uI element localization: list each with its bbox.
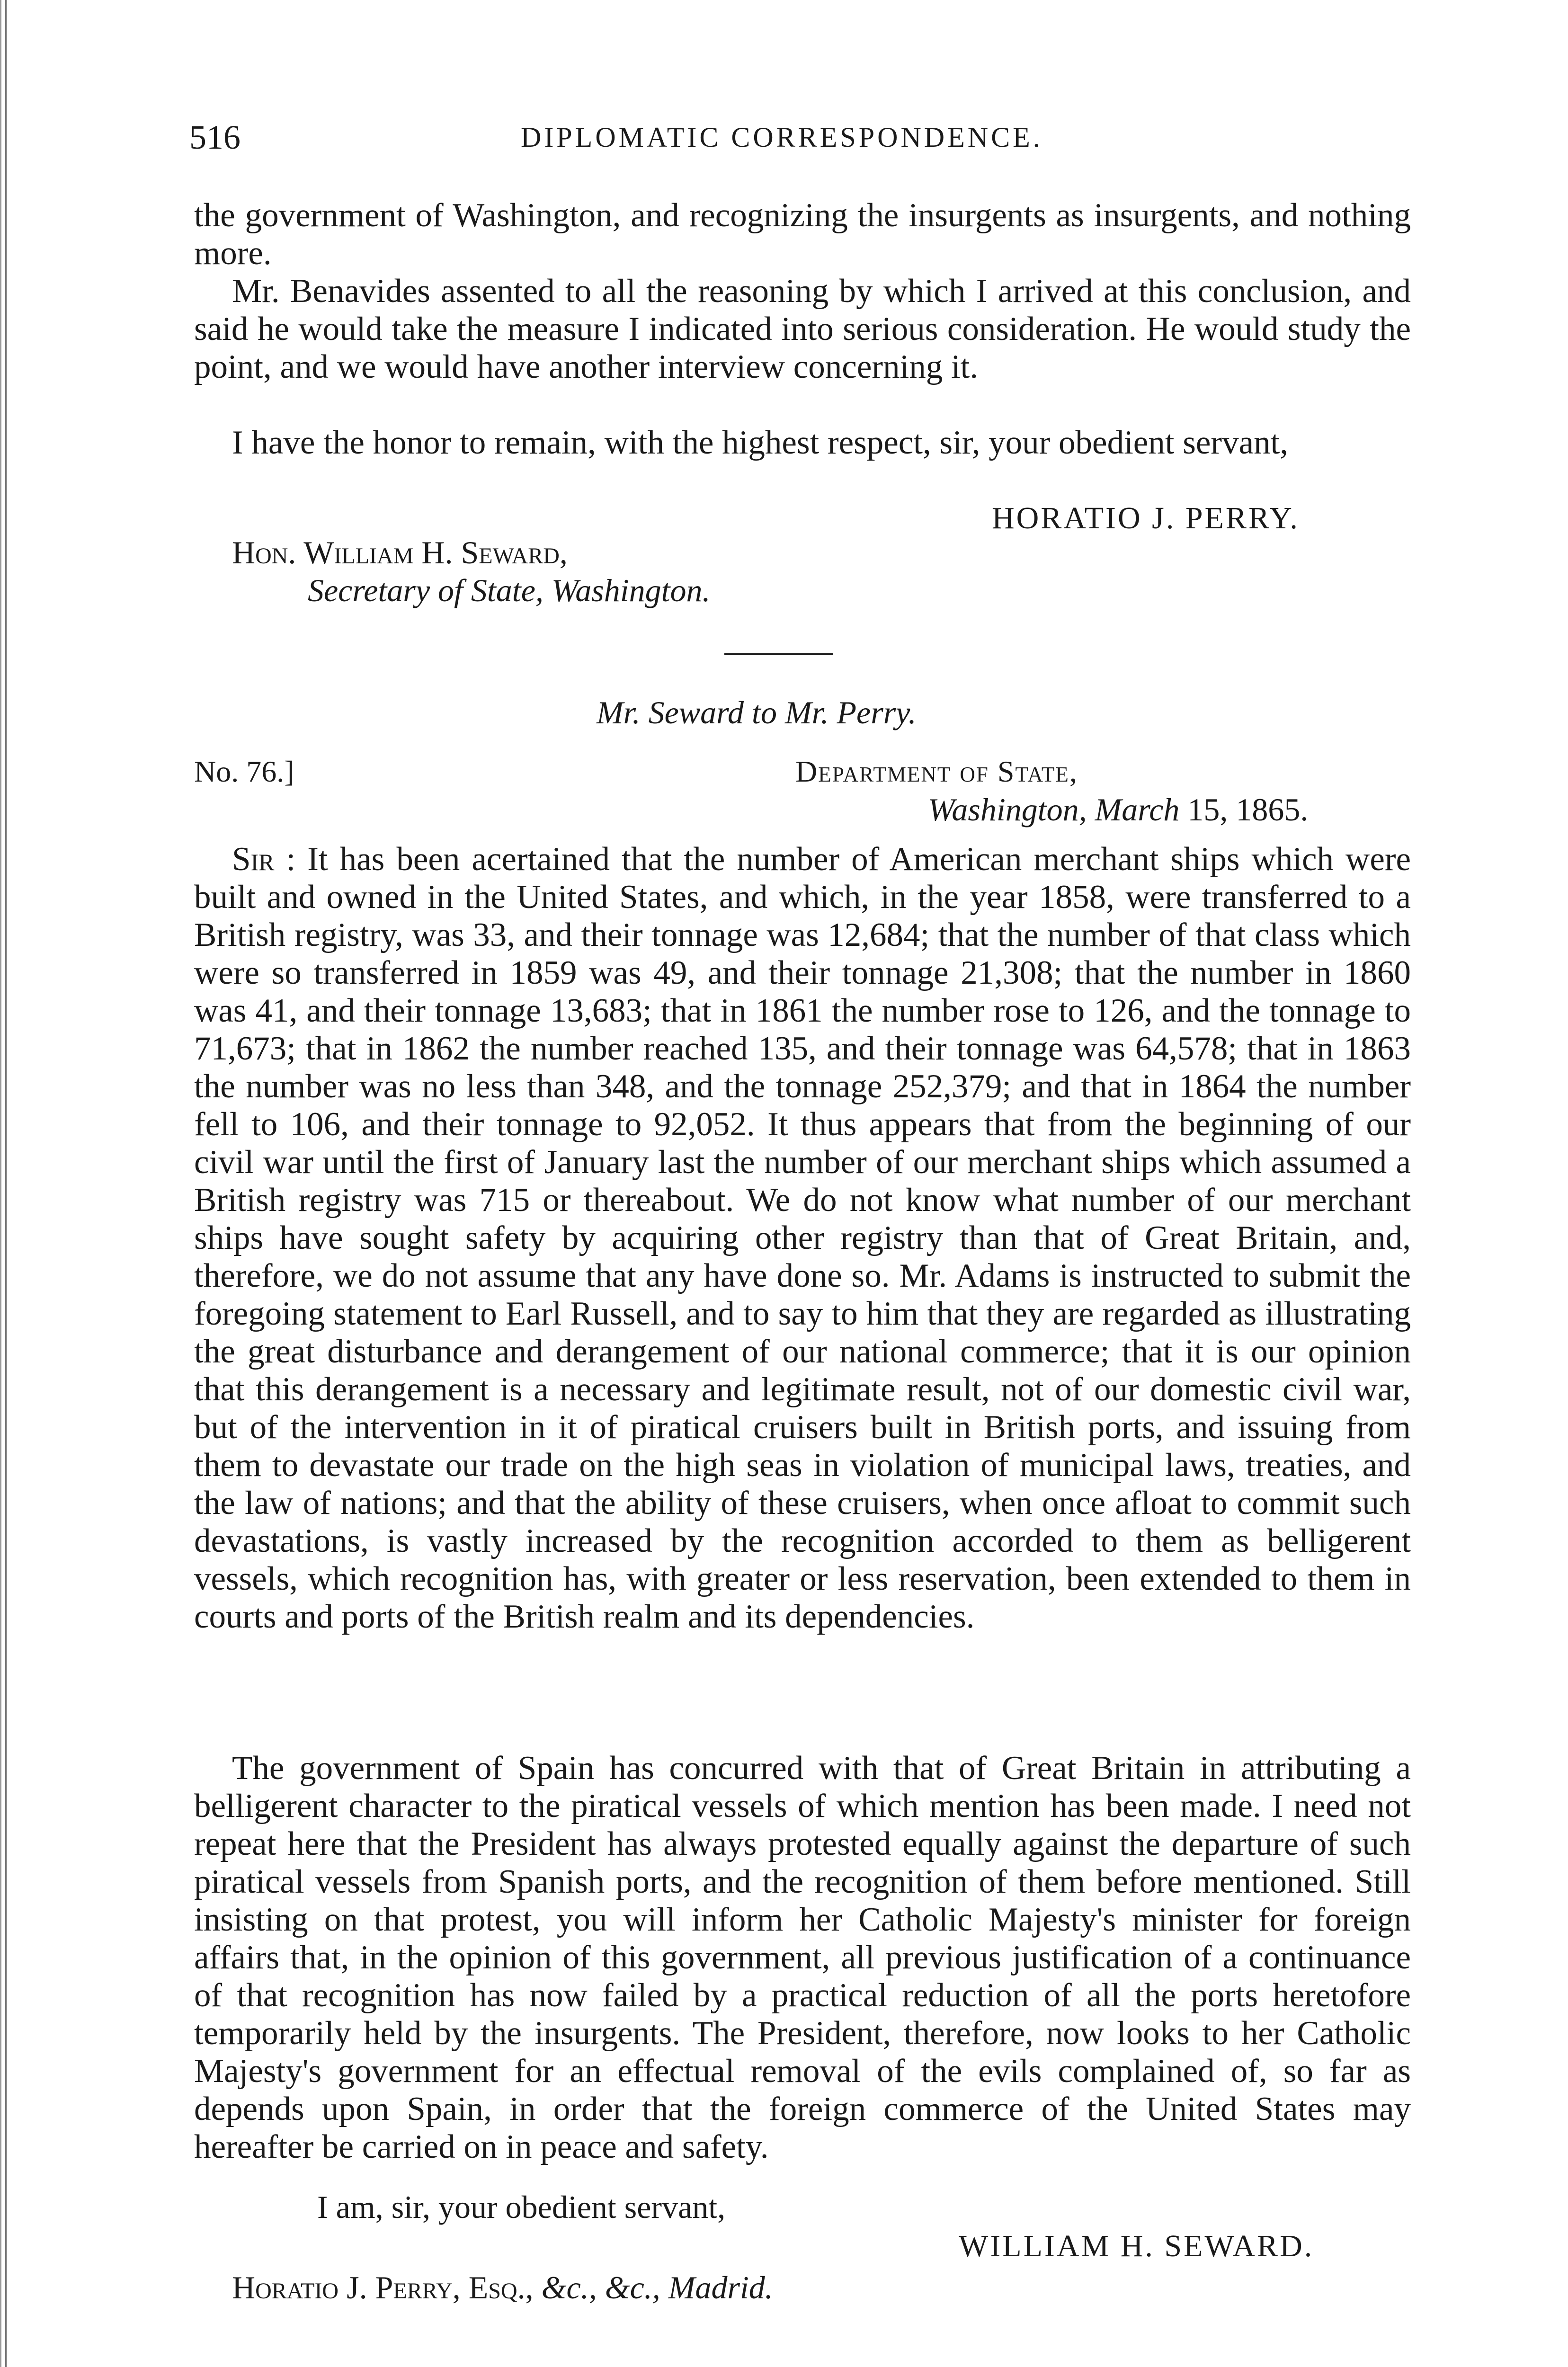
binding-edge: [0, 0, 1, 2367]
letter1-closing: I have the honor to remain, with the highest respect, sir, your obedient servant,: [232, 424, 1289, 461]
letter1-addressee-title: Secretary of State, Washington.: [308, 572, 711, 608]
page-number: 516: [189, 118, 241, 156]
page-header: [189, 114, 1406, 161]
letter2-dateline: [928, 788, 1308, 831]
running-head: DIPLOMATIC CORRESPONDENCE.: [521, 122, 1043, 153]
letter2-closing: I am, sir, your obedient servant,: [317, 2189, 726, 2225]
salutation: Sir :: [232, 841, 296, 878]
section-divider: [724, 653, 833, 655]
dateline-date: 15, 1865.: [1187, 792, 1309, 828]
letter2-signature: WILLIAM H. SEWARD.: [959, 2229, 1314, 2263]
letter2-department: Department of State,: [795, 755, 1078, 788]
letter2-paragraph-1: [194, 840, 1411, 1636]
letter2-paragraph-2: The government of Spain has concurred with that of Great Britain in attributing a belligerent character to the piratical vessels of which mention has been made. I need not repeat here that the President has always protested equally against the departure of such piratical vessels from Spanish ports, and the recognition of them before mentioned. Still insisting on that protest, you will inform her Catholic Majesty's minister for foreign affairs that, in the opinion of this government, all previous justification of a continuance of that recognition has now failed by a practical reduction of all the ports heretofore temporarily held by the insurgents. The President, therefore, now looks to her Catholic Majesty's government for an effectual removal of the evils complained of, so far as depends upon Spain, in order that the foreign commerce of the United States may hereafter be carried on in peace and safety.: [194, 1750, 1411, 2165]
letter1-paragraph: Mr. Benavides assented to all the reasoning by which I arrived at this conclusion, and said he would take the measure I indicated into serious consideration. He would study the point, and we would have another interview concerning it.: [194, 273, 1411, 385]
letter2-addressee: [232, 2268, 773, 2307]
letter2-title: Mr. Seward to Mr. Perry.: [597, 694, 917, 730]
binding-shadow: [5, 0, 7, 2367]
dateline-place: Washington, March: [928, 792, 1180, 828]
letter2-addressee-rest: &c., &c., Madrid.: [541, 2269, 773, 2305]
letter2-number: No. 76.]: [194, 755, 294, 788]
letter1-addressee-name: Hon. William H. Seward,: [232, 534, 568, 570]
letter1-continuation: the government of Washington, and recognizing the insurgents as insurgents, and nothing more.: [194, 197, 1411, 272]
letter1-signature: HORATIO J. PERRY.: [992, 501, 1300, 535]
letter2-para1-text: It has been acertained that the number of American merchant ships which were built and owned in the United States, and which, in the year 1858, were transferred to a British registry, was 33, and their tonnage was 12,684; that the number of that class which were so transferred in 1859 was 49, and their tonnage 21,308; that the number in 1860 was 41, and their tonnage 13,683; that in 1861 the number rose to 126, and the tonnage to 71,673; that in 1862 the number reached 135, and their tonnage was 64,578; that in 1863 the number was no less than 348, and the tonnage 252,379; and that in 1864 the number fell to 106, and their tonnage to 92,052. It thus appears that from the beginning of our civil war until the first of January last the number of our merchant ships which assumed a British registry was 715 or thereabout. We do not know what number of our merchant ships have sought safety by acquiring other registry than that of Great Britain, and, therefore, we do not assume that any have done so. Mr. Adams is instructed to submit the foregoing statement to Earl Russell, and to say to him that they are regarded as illustrating the great disturbance and derangement of our national commerce; that it is our opinion that this derangement is a necessary and legitimate result, not of our domestic civil war, but of the intervention in it of piratical cruisers built in British ports, and issuing from them to devastate our trade on the high seas in violation of municipal laws, treaties, and the law of nations; and that the ability of these cruisers, when once afloat to commit such devastations, is vastly increased by the recognition accorded to them as belligerent vessels, which recognition has, with greater or less reservation, been extended to them in courts and ports of the British realm and its dependencies.: [194, 841, 1411, 1635]
letter2-addressee-name: Horatio J. Perry, Esq.,: [232, 2269, 534, 2305]
